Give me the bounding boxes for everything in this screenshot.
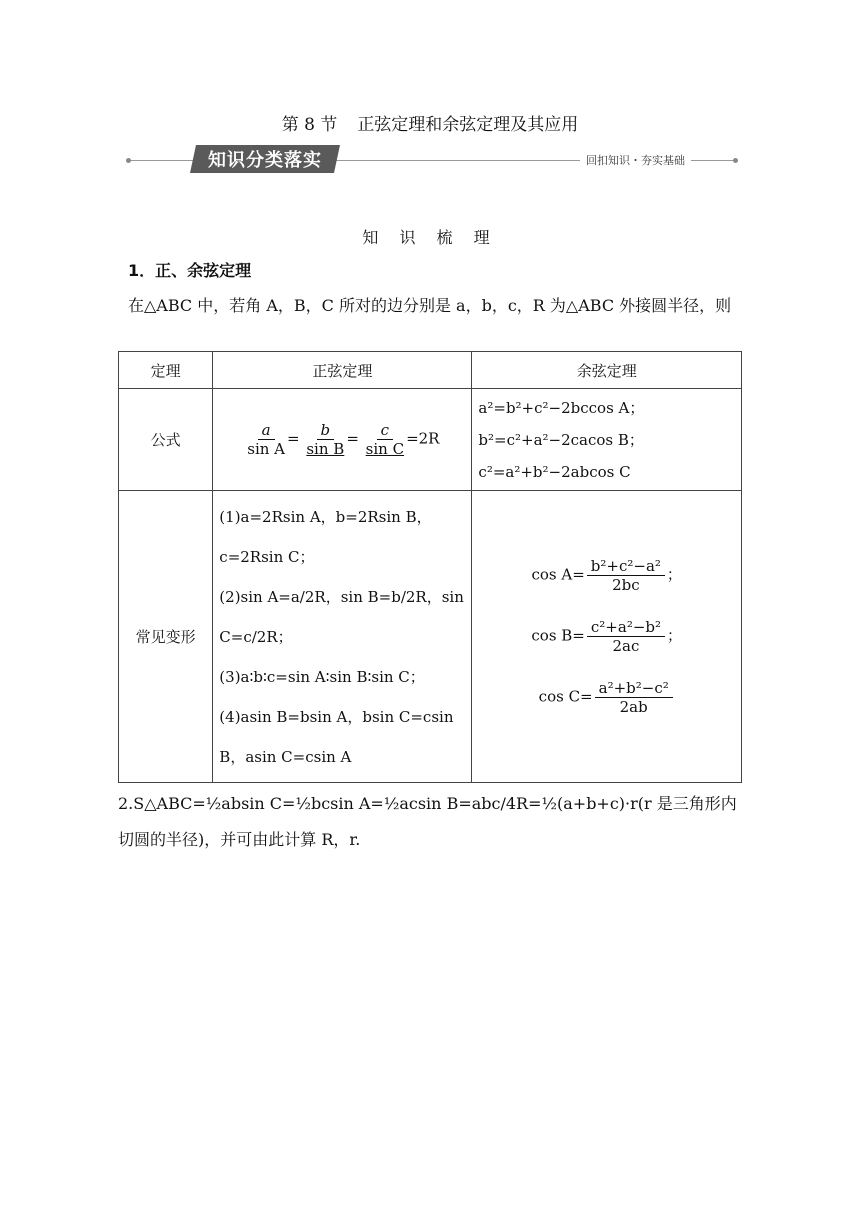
cosine-formula-b: b²=c²+a²−2cacos B；	[478, 430, 644, 449]
subheading: 知 识 梳 理	[362, 228, 498, 247]
sine-law-formula: $\frac{a}{\text{sin A}}$ = $\frac{b}{\text{sin B}}$ = $\frac{c}{\text{sin C}}$ =2R	[213, 389, 472, 491]
cosine-formula-c: c²=a²+b²−2abcos C	[478, 462, 631, 481]
cos-a-variant: cos A= $\frac{\text{b²+c²−a²}}{2bc}$ ；	[531, 557, 682, 594]
table-row-variants	[119, 491, 742, 783]
sine-variant-2: (2)sin A=a/2R，sin B=b/2R，sin C=c/2R；	[219, 587, 464, 646]
cosine-variants	[472, 491, 742, 783]
sine-variant-3: (3)a∶b∶c=sin A∶sin B∶sin C；	[219, 667, 425, 686]
header-cosine: 余弦定理	[472, 352, 742, 389]
banner-subtitle: 回扣知识・夯实基础	[580, 152, 691, 168]
cos-c-variant: cos C= $\frac{\text{a²+b²−c²}}{2ab}$	[473, 679, 740, 716]
header-sine: 正弦定理	[213, 352, 472, 389]
cos-b-variant: cos B= $\frac{\text{c²+a²−b²}}{2ac}$ ；	[531, 618, 683, 655]
sine-variant-4: (4)asin B=bsin A，bsin C=csin B，asin C=csin A	[219, 707, 454, 766]
section-heading: 1．正、余弦定理	[128, 261, 252, 280]
area-formula-note: 2.S△ABC=½absin C=½bcsin A=½acsin B=abc/4R=½(a+b+c)·r(r 是三角形内切圆的半径)，并可由此计算 R，r.	[118, 794, 737, 849]
row-label-formula: 公式	[119, 389, 213, 491]
theorem-table	[118, 351, 742, 783]
intro-paragraph: 在△ABC 中，若角 A，B，C 所对的边分别是 a，b，c，R 为△ABC 外接圆半径，则	[128, 296, 732, 315]
cosine-law-formulas	[472, 389, 742, 491]
table-row-formula	[119, 389, 742, 491]
sine-variants	[213, 491, 472, 783]
table-header-row	[119, 352, 742, 389]
banner-title: 知识分类落实	[208, 150, 322, 171]
page-title: 第 8 节 正弦定理和余弦定理及其应用	[281, 115, 579, 135]
rule-dot-left	[126, 158, 131, 163]
row-label-variants: 常见变形	[119, 491, 213, 783]
header-theorem: 定理	[119, 352, 213, 389]
rule-dot-right	[733, 158, 738, 163]
sine-variant-1: (1)a=2Rsin A，b=2Rsin B，c=2Rsin C；	[219, 507, 432, 566]
cosine-formula-a: a²=b²+c²−2bccos A；	[478, 398, 645, 417]
